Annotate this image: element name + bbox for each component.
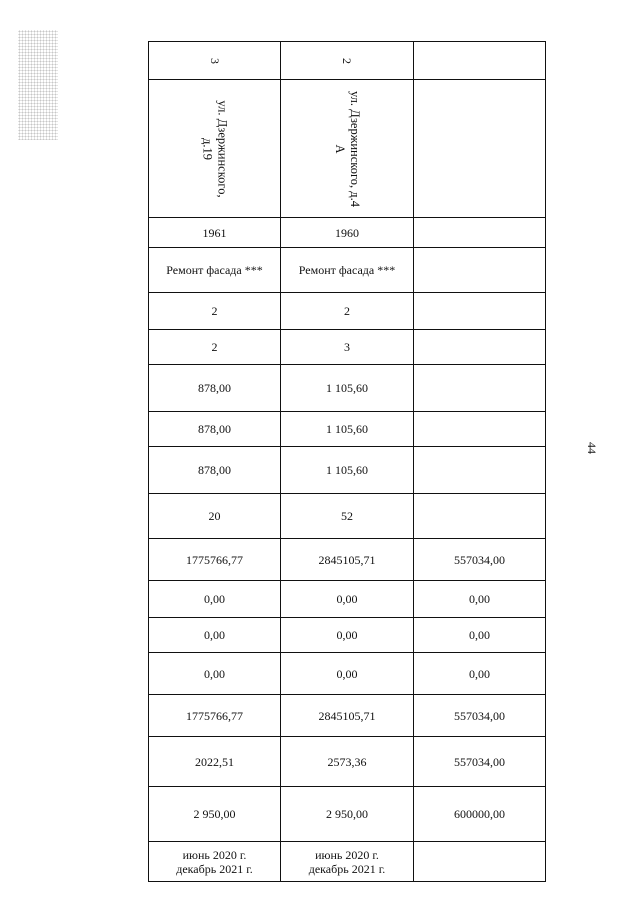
table-row (149, 365, 546, 412)
header-number-row (149, 42, 546, 80)
table-cell: 1961 (149, 218, 281, 248)
table-cell: 557034,00 (414, 695, 546, 737)
table-cell (414, 218, 546, 248)
scan-stamp-mark (18, 30, 58, 140)
table-row (149, 581, 546, 618)
address-text: ул. Дзержинского, д.19 (200, 99, 230, 198)
table-cell: 0,00 (149, 618, 281, 653)
table-row (149, 330, 546, 365)
table-cell: 52 (281, 494, 414, 539)
table-cell: 2573,36 (281, 737, 414, 787)
table-cell (414, 412, 546, 447)
table-cell: 2 (149, 330, 281, 365)
table-row (149, 539, 546, 581)
data-table (148, 41, 546, 882)
table-cell: 557034,00 (414, 737, 546, 787)
table-row (149, 695, 546, 737)
table-cell: 2 950,00 (149, 787, 281, 842)
table-cell: 878,00 (149, 365, 281, 412)
table-cell: июнь 2020 г. декабрь 2021 г. (281, 842, 414, 882)
header-number-cell: 2 (281, 42, 414, 80)
table-cell (414, 494, 546, 539)
table-cell: 600000,00 (414, 787, 546, 842)
table-cell: 1 105,60 (281, 412, 414, 447)
address-cell (149, 80, 281, 218)
table-cell: 2845105,71 (281, 539, 414, 581)
table-cell: 2 (149, 293, 281, 330)
table-cell: 0,00 (414, 653, 546, 695)
table-cell: 0,00 (149, 653, 281, 695)
table-cell: 0,00 (414, 581, 546, 618)
page-number: 44 (585, 442, 599, 454)
table-cell: 0,00 (281, 653, 414, 695)
table-cell (414, 365, 546, 412)
table-row (149, 494, 546, 539)
table-row (149, 787, 546, 842)
table-row (149, 737, 546, 787)
table-cell: 1 105,60 (281, 365, 414, 412)
table-cell: 1960 (281, 218, 414, 248)
table-row (149, 842, 546, 882)
table-cell (414, 447, 546, 494)
table-cell (414, 248, 546, 293)
address-row (149, 80, 546, 218)
table-cell: июнь 2020 г. декабрь 2021 г. (149, 842, 281, 882)
table-cell (414, 842, 546, 882)
table-cell: 878,00 (149, 412, 281, 447)
table-cell: 2022,51 (149, 737, 281, 787)
table-row (149, 412, 546, 447)
table-cell: 1 105,60 (281, 447, 414, 494)
table-row (149, 618, 546, 653)
table-cell: 1775766,77 (149, 539, 281, 581)
table-cell: 2845105,71 (281, 695, 414, 737)
table-row (149, 218, 546, 248)
table-row (149, 248, 546, 293)
address-text: ул. Дзержинского, д.4 А (332, 90, 362, 207)
table-cell: 2 (281, 293, 414, 330)
table-row (149, 653, 546, 695)
table-cell: 557034,00 (414, 539, 546, 581)
table-cell: 878,00 (149, 447, 281, 494)
address-cell (414, 80, 546, 218)
header-number-cell: 3 (149, 42, 281, 80)
table-cell: 3 (281, 330, 414, 365)
table-row (149, 293, 546, 330)
header-number-cell (414, 42, 546, 80)
table-cell: Ремонт фасада *** (149, 248, 281, 293)
table-row (149, 447, 546, 494)
table-cell (414, 293, 546, 330)
table-cell (414, 330, 546, 365)
table-cell: 0,00 (414, 618, 546, 653)
table-cell: 20 (149, 494, 281, 539)
table-cell: Ремонт фасада *** (281, 248, 414, 293)
table-cell: 2 950,00 (281, 787, 414, 842)
table-cell: 0,00 (281, 618, 414, 653)
table-cell: 0,00 (149, 581, 281, 618)
address-cell (281, 80, 414, 218)
table-cell: 0,00 (281, 581, 414, 618)
table-cell: 1775766,77 (149, 695, 281, 737)
